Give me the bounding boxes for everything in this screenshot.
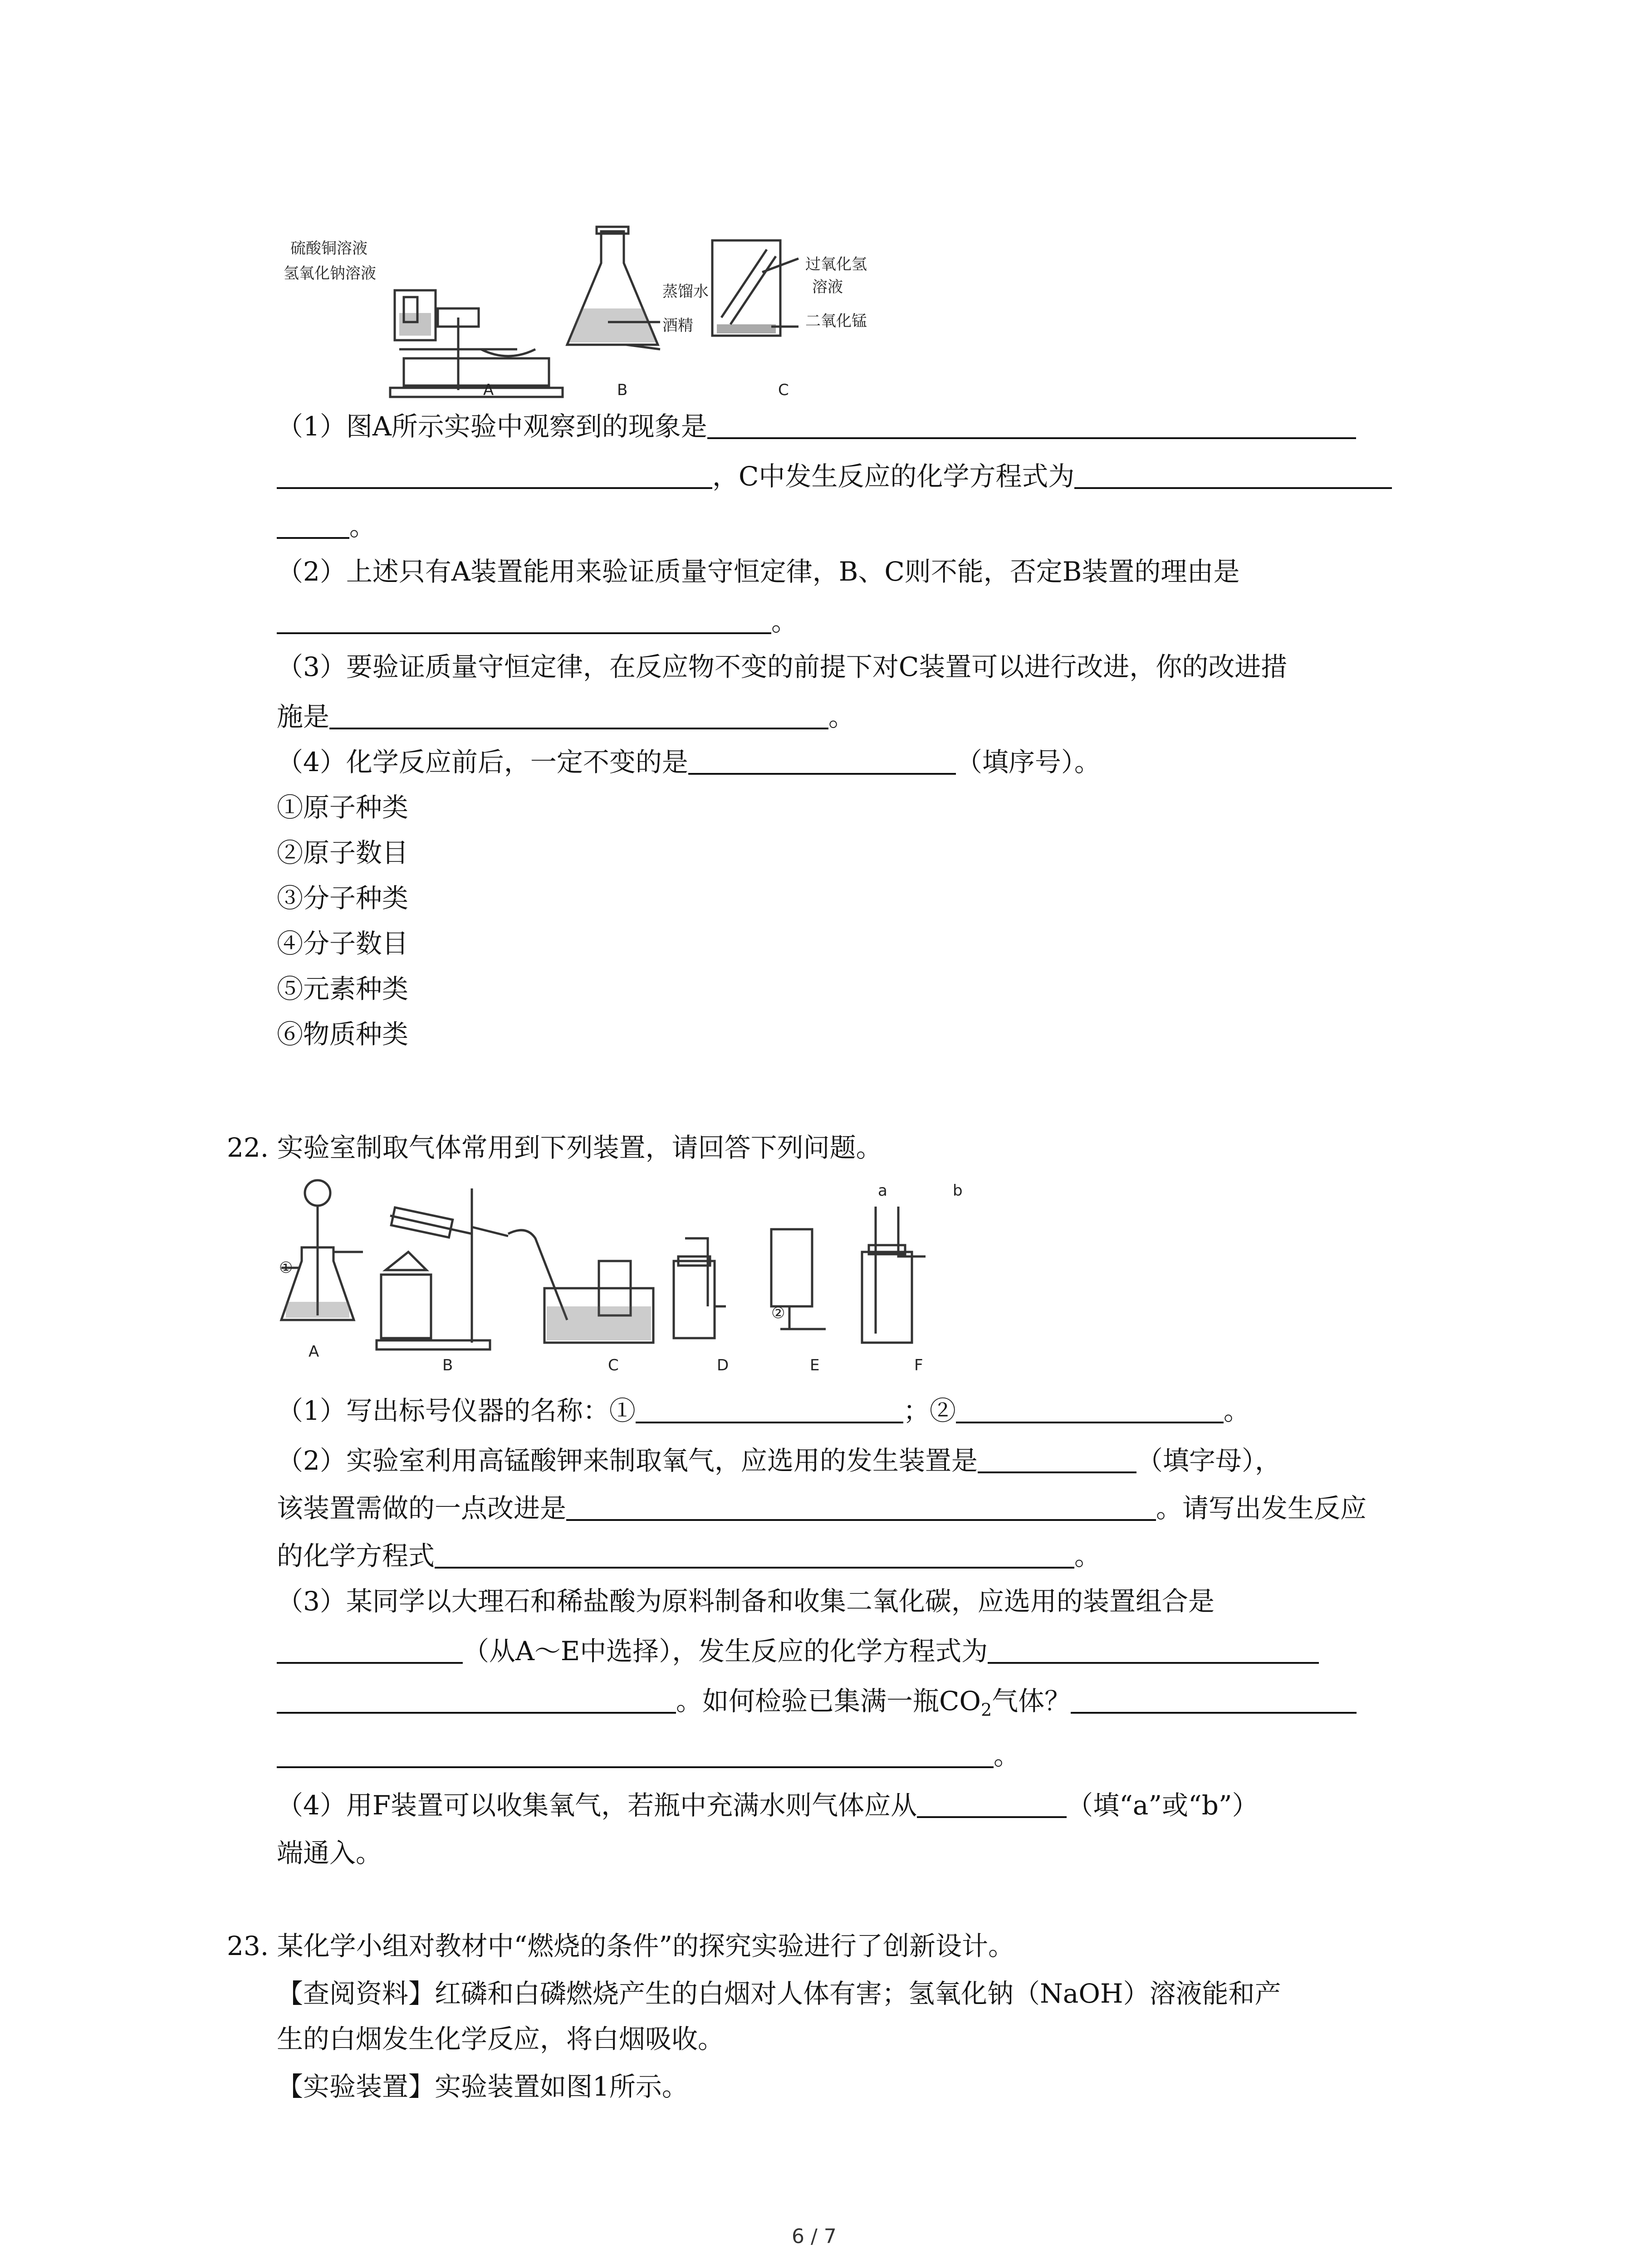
q22-part2-equation-blank[interactable] [435, 1540, 1074, 1569]
q21-part2-prompt: （2）上述只有A装置能用来验证质量守恒定律，B、C则不能，否定B装置的理由是 [277, 556, 1240, 587]
q22-part3-line2 [277, 1633, 1319, 1669]
q22-part2-prompt: （2）实验室利用高锰酸钾来制取氧气，应选用的发生装置是 [277, 1445, 978, 1476]
q22-part2-improve-prompt: 该装置需做的一点改进是 [277, 1493, 567, 1524]
apparatus-c-water-trough [508, 1230, 653, 1343]
figure-q22-caption-b: B [442, 1356, 453, 1374]
q22-part3-prompt: （3）某同学以大理石和稀盐酸为原料制备和收集二氧化碳，应选用的装置组合是 [277, 1586, 1215, 1617]
figure-label-copper-sulfate: 硫酸铜溶液 [290, 240, 367, 258]
q21-option-3: ③分子种类 [277, 883, 409, 914]
q21-part3-prompt: （3）要验证质量守恒定律，在反应物不变的前提下对C装置可以进行改进，你的改进措 [277, 651, 1288, 682]
q22-part3-end: 。 [994, 1740, 1020, 1771]
q21-option-6: ⑥物质种类 [277, 1019, 409, 1050]
apparatus-a-funnel-flask [281, 1180, 363, 1320]
q21-part1-line3 [277, 508, 376, 544]
q22-part3-equation-prompt: （从A～E中选择），发生反应的化学方程式为 [463, 1636, 988, 1667]
q22-part2-end: 。 [1074, 1540, 1101, 1571]
figure-caption-b: B [617, 381, 628, 399]
figure-label-sodium-hydroxide: 氢氧化钠溶液 [284, 264, 376, 283]
apparatus-f-bottle [862, 1207, 926, 1343]
q22-part4-line2: 端通入。 [277, 1838, 382, 1868]
figure-q22-mark-2: ② [771, 1304, 785, 1322]
q22-part3-check-prompt-tail: 气体？ [992, 1686, 1071, 1716]
figure-label-hydrogen-peroxide: 过氧化氢 [805, 255, 867, 274]
q21-part4-prompt: （4）化学反应前后，一定不变的是 [277, 747, 688, 777]
figure-q22-caption-a: A [309, 1343, 319, 1361]
q21-part3-answer-blank[interactable] [329, 700, 828, 729]
q22-part1-line [277, 1393, 1250, 1429]
q21-option-5: ⑤元素种类 [277, 973, 409, 1004]
figure-q22-apparatus [272, 1170, 998, 1361]
figure-q22-caption-d: D [717, 1356, 729, 1374]
q22-part1-end: 。 [1223, 1395, 1250, 1426]
q21-part3-line2 [277, 699, 855, 735]
q22-part3-check-prompt: 。如何检验已集满一瓶CO [676, 1686, 981, 1716]
q22-part2-equation-lead: 。请写出发生反应 [1156, 1493, 1367, 1524]
q22-part3-equation-blank-cont[interactable] [277, 1685, 676, 1714]
q21-part4-answer-blank[interactable] [688, 746, 956, 775]
q22-part1-blank-1[interactable] [636, 1394, 903, 1423]
q22-part2-improve-blank[interactable] [566, 1492, 1156, 1521]
q21-part1-equation-blank[interactable] [1074, 460, 1392, 489]
q21-part1-line1 [277, 408, 1356, 445]
q22-part3-line1 [277, 1583, 1215, 1619]
figure-q22-mark-a: a [878, 1182, 887, 1200]
q22-part2-hint: （填字母）， [1136, 1445, 1281, 1476]
q21-part4-hint: （填序号）。 [955, 747, 1101, 777]
figure-q22-caption-f: F [914, 1356, 923, 1374]
figure-label-distilled-water: 蒸馏水 [662, 283, 709, 301]
q22-part4-prompt: （4）用F装置可以收集氧气，若瓶中充满水则气体应从 [277, 1790, 917, 1821]
q22-part3-line4 [277, 1737, 1020, 1774]
q22-part2-device-blank[interactable] [978, 1444, 1136, 1473]
q21-part1-end: 。 [349, 511, 376, 542]
q22-part2-line2 [277, 1490, 1367, 1526]
q21-part2-line2 [277, 603, 798, 640]
figure-q22-mark-1: ① [279, 1259, 293, 1277]
q23-line-2: 生的白烟发生化学反应，将白烟吸收。 [277, 2024, 725, 2054]
figure-label-solution: 溶液 [812, 278, 843, 296]
q21-part3-prompt-cont: 施是 [277, 701, 330, 732]
apparatus-b-heating [377, 1188, 508, 1349]
q22-part2-line3 [277, 1538, 1101, 1574]
q22-part3-line3 [277, 1683, 1357, 1728]
apparatus-c-beaker [712, 240, 798, 336]
q21-part2-end: 。 [771, 606, 798, 637]
figure-label-alcohol: 酒精 [662, 317, 693, 335]
q21-option-1: ①原子种类 [277, 792, 409, 823]
q22-part4-blank[interactable] [917, 1789, 1067, 1818]
q22-part2-equation-prompt: 的化学方程式 [277, 1540, 435, 1571]
figure-q22-mark-b: b [953, 1182, 963, 1200]
q22-part3-check-blank[interactable] [1071, 1685, 1357, 1714]
q21-part2-answer-blank[interactable] [277, 605, 771, 634]
apparatus-b-flask [567, 227, 660, 349]
apparatus-d-bottle [674, 1238, 726, 1338]
figure-q22-caption-c: C [608, 1356, 619, 1374]
q22-part3-equation-blank[interactable] [988, 1635, 1319, 1664]
q21-part3-end: 。 [828, 701, 855, 732]
q22-part3-combo-blank[interactable] [277, 1635, 463, 1664]
q21-part1-answer-blank[interactable] [707, 410, 1356, 439]
figure-label-manganese-dioxide: 二氧化锰 [805, 312, 867, 330]
q22-part1-sep: ；② [903, 1395, 956, 1426]
q22-part3-co2-subscript: 2 [980, 1700, 992, 1720]
figure-q22 [272, 1170, 998, 1361]
figure-caption-c: C [778, 381, 789, 399]
q22-part1-prompt: （1）写出标号仪器的名称：① [277, 1395, 636, 1426]
q21-option-4: ④分子数目 [277, 928, 409, 959]
q21-part1-prompt: （1）图A所示实验中观察到的现象是 [277, 411, 707, 442]
q21-part1-line2 [277, 458, 1392, 494]
q22-part1-blank-2[interactable] [956, 1394, 1224, 1423]
page-number: 6 / 7 [792, 2225, 837, 2248]
q22-title: 22. 实验室制取气体常用到下列装置，请回答下列问题。 [227, 1132, 882, 1163]
q21-part1-answer-blank-cont[interactable] [277, 460, 712, 489]
q21-part1-equation-blank-cont[interactable] [277, 510, 349, 539]
q21-part4-line [277, 744, 1101, 780]
q21-part1-equation-prompt: ，C中发生反应的化学方程式为 [712, 461, 1075, 492]
q22-part2-line1 [277, 1442, 1281, 1479]
q21-part3-line1 [277, 649, 1287, 685]
figure-q22-caption-e: E [810, 1356, 820, 1374]
q22-part3-check-blank-cont[interactable] [277, 1739, 994, 1768]
q22-part4-hint: （填“a”或“b”） [1067, 1790, 1259, 1821]
q22-part4-line1 [277, 1787, 1258, 1823]
q23-line-3: 【实验装置】实验装置如图1所示。 [277, 2071, 688, 2102]
q23-title: 23. 某化学小组对教材中“燃烧的条件”的探究实验进行了创新设计。 [227, 1931, 1014, 1961]
q21-option-2: ②原子数目 [277, 837, 409, 868]
figure-caption-a: A [483, 381, 494, 399]
apparatus-a-balance [390, 290, 563, 397]
q21-part2-line1 [277, 553, 1239, 590]
q23-line-1: 【查阅资料】红磷和白磷燃烧产生的白烟对人体有害；氢氧化钠（NaOH）溶液能和产 [277, 1978, 1281, 2009]
